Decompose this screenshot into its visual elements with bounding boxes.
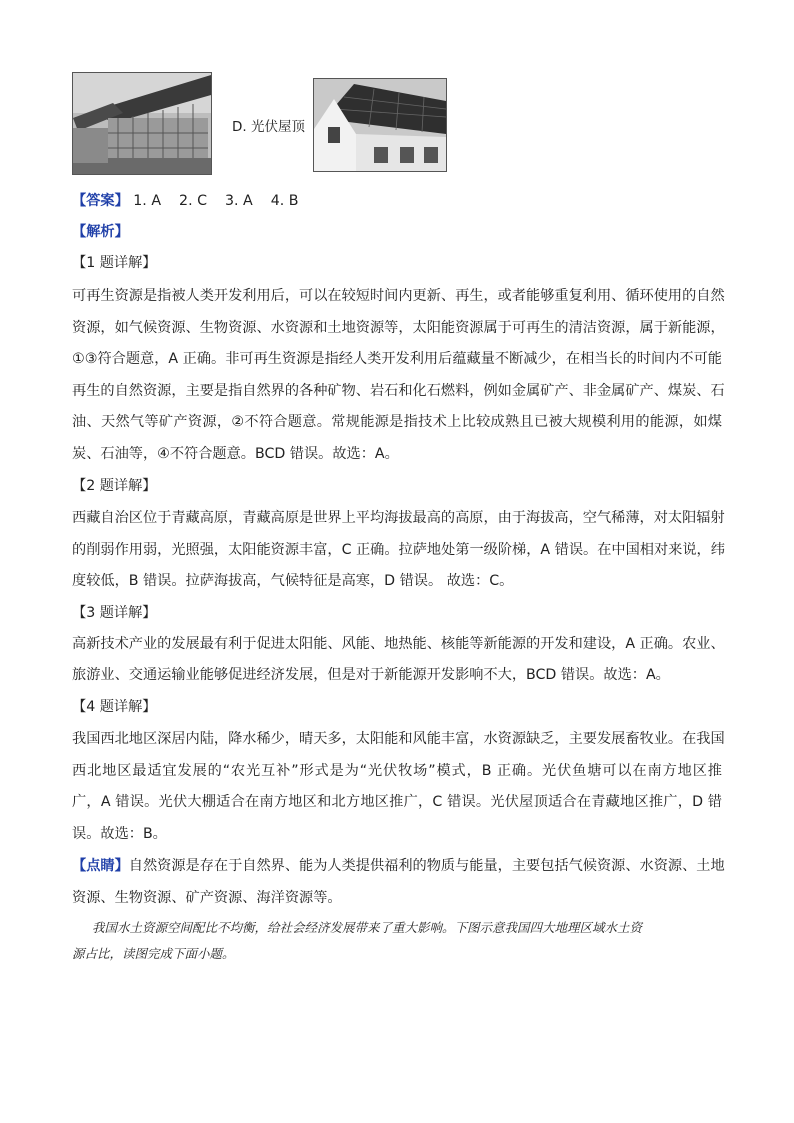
q1-line: 资源，如气候资源、生物资源、水资源和土地资源等，太阳能资源属于可再生的清洁资源，属于新能源， — [72, 320, 725, 336]
q2-line: 西藏自治区位于青藏高原，青藏高原是世界上平均海拔最高的高原，由于海拔高，空气稀薄，对太阳辐射 — [72, 510, 725, 526]
q2-line: 度较低，B 错误。拉萨海拔高，气候特征是高寒，D 错误。 故选：C。 — [72, 573, 514, 589]
answer-item: 2. C — [179, 193, 207, 209]
tip-line — [72, 856, 725, 876]
tip-line: 资源、生物资源、矿产资源、海洋资源等。 — [72, 890, 342, 906]
q3-line: 高新技术产业的发展最有利于促进太阳能、风能、地热能、核能等新能源的开发和建设，A 正确。农业、 — [72, 636, 725, 652]
photovoltaic-greenhouse-photo — [72, 72, 212, 175]
photovoltaic-roof-photo — [313, 78, 447, 172]
q2-header: 【2 题详解】 — [72, 478, 157, 494]
analysis-tag — [72, 222, 129, 242]
answer-item: 3. A — [225, 193, 253, 209]
question-stem-line: 源占比，读图完成下面小题。 — [72, 946, 235, 961]
q4-header: 【4 题详解】 — [72, 699, 157, 715]
q2-line: 的削弱作用弱，光照强，太阳能资源丰富，C 正确。拉萨地处第一级阶梯，A 错误。在中国相对来说，纬 — [72, 542, 725, 558]
q3-header: 【3 题详解】 — [72, 605, 157, 621]
answer-item: 4. B — [270, 193, 299, 209]
q4-line: 广，A 错误。光伏大棚适合在南方地区和北方地区推广，C 错误。光伏屋顶适合在青藏地区推广，D 错 — [72, 794, 722, 810]
answer-tag: 【答案】 — [72, 193, 129, 209]
answer-item: 1. A — [133, 193, 162, 209]
q4-line: 西北地区最适宜发展的“农光互补”形式是为“光伏牧场”模式，B 正确。光伏鱼塘可以在南方地区推 — [72, 763, 722, 779]
q1-line: 可再生资源是指被人类开发利用后，可以在较短时间内更新、再生，或者能够重复利用、循环使用的自然 — [72, 288, 725, 304]
q1-line: 再生的自然资源，主要是指自然界的各种矿物、岩石和化石燃料，例如金属矿产、非金属矿产、煤炭、石 — [72, 383, 725, 399]
q1-line: ①③符合题意，A 正确。非可再生资源是指经人类开发利用后蕴藏量不断减少，在相当长的时间内不可能 — [72, 351, 722, 367]
q1-line: 炭、石油等，④不符合题意。BCD 错误。故选：A。 — [72, 446, 399, 462]
q3-line: 旅游业、交通运输业能够促进经济发展，但是对于新能源开发影响不大，BCD 错误。故选：A。 — [72, 667, 670, 683]
tip-text: 自然资源是存在于自然界、能为人类提供福利的物质与能量，主要包括气候资源、水资源、土地 — [128, 858, 725, 874]
option-d-label: D. 光伏屋顶 — [232, 119, 305, 135]
q1-header: 【1 题详解】 — [72, 255, 157, 271]
q1-line: 油、天然气等矿产资源，②不符合题意。常规能源是指技术上比较成熟且已被大规模利用的能源，如煤 — [72, 414, 722, 430]
analysis-tag-text: 【解析】 — [72, 224, 129, 240]
question-stem-line: 我国水土资源空间配比不均衡，给社会经济发展带来了重大影响。下图示意我国四大地理区域水土资 — [92, 920, 643, 935]
answer-line — [72, 191, 317, 211]
q4-line: 误。故选：B。 — [72, 826, 167, 842]
tip-tag: 【点睛】 — [72, 858, 129, 874]
q4-line: 我国西北地区深居内陆，降水稀少，晴天多，太阳能和风能丰富，水资源缺乏，主要发展畜牧业。在我国 — [72, 731, 725, 747]
